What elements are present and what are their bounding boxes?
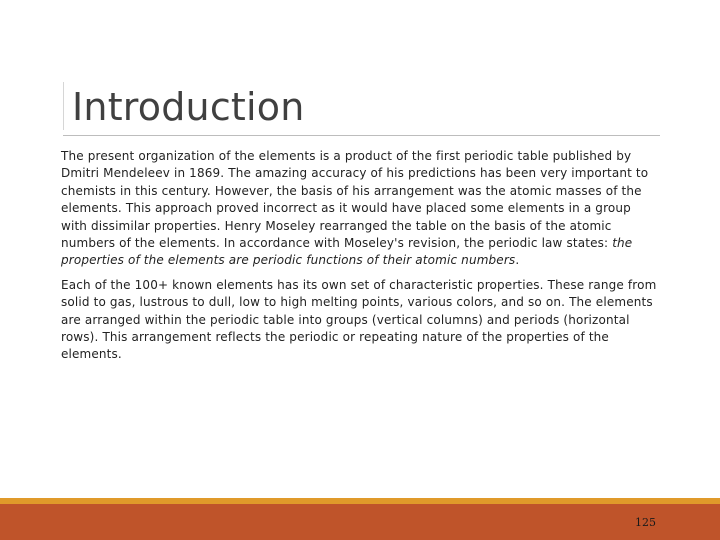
paragraph-periodic-law-text: The present organization of the elements is a product of the first periodic table published by Dmitri Mendeleev in 1869. The amazing accuracy of his predictions has been very important to chemists in this century. However, the basis of his arrangement was the atomic masses of the elements. This approach proved incorrect as it would have placed some elements in a group with dissimilar properties. Henry Moseley rearranged the table on the basis of the atomic numbers of the elements. In accordance with Moseley's revision, the periodic law states:: [61, 149, 649, 251]
periodic-law-statement: the properties of the elements are periodic functions of their atomic numbers: [61, 236, 633, 268]
footer-band: [0, 504, 720, 540]
slide-body: [61, 148, 657, 371]
paragraph-periodic-law: [61, 148, 657, 270]
title-accent-rule: [63, 82, 64, 130]
page-number: 125: [635, 516, 656, 529]
slide-title: Introduction: [72, 85, 305, 129]
paragraph-periodic-law-end: .: [515, 253, 520, 268]
title-divider: [63, 135, 660, 136]
paragraph-element-properties: Each of the 100+ known elements has its own set of characteristic properties. These range from solid to gas, lustrous to dull, low to high melting points, various colors, and so on. The elements are arranged within the periodic table into groups (vertical columns) and periods (horizontal rows). This arrangement reflects the periodic or repeating nature of the properties of the elements.: [61, 277, 657, 362]
